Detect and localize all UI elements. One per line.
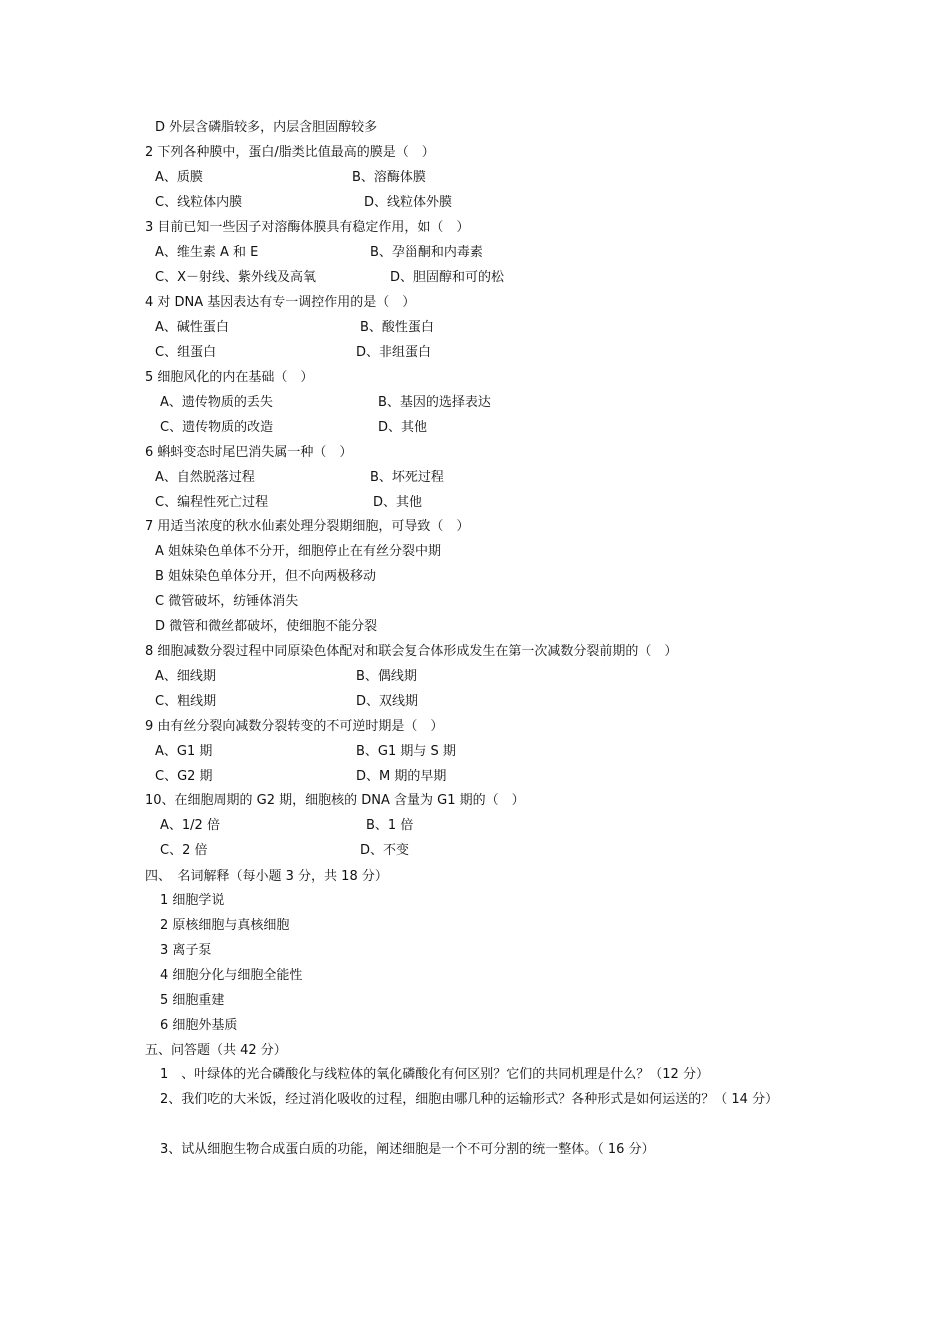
section-4-item-1: 1 细胞学说 [160, 893, 225, 908]
question-6-option-a: A、自然脱落过程 [155, 470, 255, 485]
question-8-option-a: A、细线期 [155, 669, 216, 684]
question-10-option-d: D、不变 [360, 843, 410, 858]
question-4-option-a: A、碱性蛋白 [155, 320, 229, 335]
question-3-option-a: A、维生素 A 和 E [155, 245, 259, 260]
question-8-option-d: D、双线期 [356, 694, 419, 709]
section-5-item-2: 2、我们吃的大米饭，经过消化吸收的过程，细胞由哪几种的运输形式？各种形式是如何运送的？（ 14 分） [160, 1092, 779, 1107]
question-2-stem: 2 下列各种膜中，蛋白/脂类比值最高的膜是（ ） [145, 145, 435, 160]
question-7-option-c: C 微管破坏，纺锤体消失 [155, 594, 299, 609]
section-5-title: 五、问答题（共 42 分） [145, 1043, 287, 1058]
question-2-option-d: D、线粒体外膜 [364, 195, 453, 210]
question-7-option-b: B 姐妹染色单体分开，但不向两极移动 [155, 569, 377, 584]
question-6-option-c: C、编程性死亡过程 [155, 495, 269, 510]
section-4-title: 四、 名词解释（每小题 3 分，共 18 分） [145, 869, 388, 884]
question-7-stem: 7 用适当浓度的秋水仙素处理分裂期细胞，可导致（ ） [145, 519, 470, 534]
question-8-option-b: B、偶线期 [356, 669, 417, 684]
question-3-option-c: C、X－射线、紫外线及高氧 [155, 270, 316, 285]
section-5-item-3: 3、试从细胞生物合成蛋白质的功能，阐述细胞是一个不可分割的统一整体。（ 16 分） [160, 1142, 655, 1157]
question-5-option-c: C、遗传物质的改造 [160, 420, 274, 435]
question-9-option-d: D、M 期的早期 [356, 769, 447, 784]
section-5-item-1: 1 、叶绿体的光合磷酸化与线粒体的氧化磷酸化有何区别？它们的共同机理是什么？（12 分） [160, 1067, 709, 1082]
question-5-option-a: A、遗传物质的丢失 [160, 395, 273, 410]
question-3-stem: 3 目前已知一些因子对溶酶体膜具有稳定作用，如（ ） [145, 220, 470, 235]
question-8-stem: 8 细胞减数分裂过程中同原染色体配对和联会复合体形成发生在第一次减数分裂前期的（ ） [145, 644, 678, 659]
question-4-option-d: D、非组蛋白 [356, 345, 432, 360]
section-4-item-4: 4 细胞分化与细胞全能性 [160, 968, 303, 983]
question-5-stem: 5 细胞风化的内在基础（ ） [145, 370, 314, 385]
question-4-stem: 4 对 DNA 基因表达有专一调控作用的是（ ） [145, 295, 416, 310]
question-3-option-d: D、胆固醇和可的松 [390, 270, 505, 285]
q1-option-d: D 外层含磷脂较多，内层含胆固醇较多 [155, 120, 378, 135]
question-4-option-b: B、酸性蛋白 [360, 320, 434, 335]
question-6-option-d: D、其他 [373, 495, 423, 510]
question-6-stem: 6 蝌蚪变态时尾巴消失属一种（ ） [145, 445, 353, 460]
section-4-item-3: 3 离子泵 [160, 943, 212, 958]
question-9-option-a: A、G1 期 [155, 744, 213, 759]
question-2-option-a: A、质膜 [155, 170, 203, 185]
question-2-option-c: C、线粒体内膜 [155, 195, 243, 210]
section-4-item-6: 6 细胞外基质 [160, 1018, 238, 1033]
question-4-option-c: C、组蛋白 [155, 345, 217, 360]
question-3-option-b: B、孕甾酮和内毒素 [370, 245, 483, 260]
question-2-option-b: B、溶酶体膜 [352, 170, 426, 185]
question-10-option-a: A、1/2 倍 [160, 818, 220, 833]
question-6-option-b: B、坏死过程 [370, 470, 444, 485]
question-7-option-d: D 微管和微丝都破坏，使细胞不能分裂 [155, 619, 378, 634]
question-5-option-d: D、其他 [378, 420, 428, 435]
question-8-option-c: C、粗线期 [155, 694, 217, 709]
question-9-option-b: B、G1 期与 S 期 [356, 744, 456, 759]
section-4-item-2: 2 原核细胞与真核细胞 [160, 918, 290, 933]
question-9-option-c: C、G2 期 [155, 769, 213, 784]
question-7-option-a: A 姐妹染色单体不分开，细胞停止在有丝分裂中期 [155, 544, 442, 559]
question-10-option-b: B、1 倍 [366, 818, 414, 833]
question-10-stem: 10、在细胞周期的 G2 期，细胞核的 DNA 含量为 G1 期的（ ） [145, 793, 525, 808]
question-9-stem: 9 由有丝分裂向减数分裂转变的不可逆时期是（ ） [145, 719, 444, 734]
question-5-option-b: B、基因的选择表达 [378, 395, 491, 410]
question-10-option-c: C、2 倍 [160, 843, 208, 858]
section-4-item-5: 5 细胞重建 [160, 993, 225, 1008]
